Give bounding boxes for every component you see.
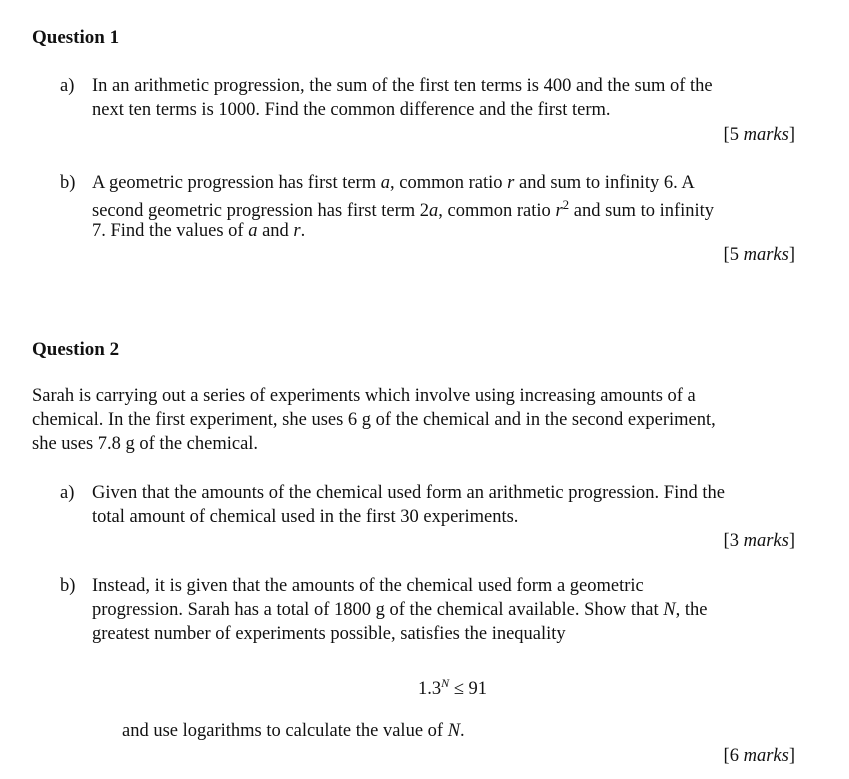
q2-intro-line-1: Sarah is carrying out a series of experiments which involve using increasing amounts of a (32, 386, 696, 406)
q2b-line-2: progression. Sarah has a total of 1800 g of the chemical available. Show that N, the (92, 600, 708, 620)
question-1-title: Question 1 (32, 27, 120, 48)
q2a-marks (724, 531, 795, 552)
q1a-label: a) (60, 76, 75, 96)
q1b-label: b) (60, 173, 76, 193)
variable-a: a (380, 173, 390, 193)
q1a-line-2: next ten terms is 1000. Find the common difference and the first term. (92, 100, 611, 120)
q2b-label: b) (60, 576, 76, 596)
q1b-marks (724, 245, 795, 266)
q1a-marks-text: [5 marks] (723, 125, 795, 145)
q1a-marks (724, 125, 795, 146)
q1b-line-3: 7. Find the values of a and r. (92, 221, 306, 241)
variable-n: N (663, 600, 676, 620)
q2a-marks-text: [3 marks] (723, 531, 795, 551)
q2a-label: a) (60, 483, 75, 503)
q2b-marks (724, 746, 795, 767)
q2-intro-line-3: she uses 7.8 g of the chemical. (32, 434, 259, 454)
q2a-line-2: total amount of chemical used in the first 30 experiments. (92, 507, 519, 527)
q2b-marks-text: [6 marks] (723, 746, 795, 766)
q1b-line-2: second geometric progression has first term 2a, common ratio $r^2$ and sum to infinity (92, 197, 715, 222)
q1b-line-1: A geometric progression has first term a, common ratio r and sum to infinity 6. A (92, 173, 695, 193)
question-2-title: Question 2 (32, 339, 120, 360)
q1b-marks-text: [5 marks] (723, 245, 795, 265)
q2b-line-4: and use logarithms to calculate the value of N. (122, 721, 465, 741)
inequality: $1.3^N \le 91$ (418, 676, 488, 699)
q2a-line-1: Given that the amounts of the chemical used form an arithmetic progression. Find the (92, 483, 725, 503)
q2b-line-3: greatest number of experiments possible, satisfies the inequality (92, 624, 566, 644)
q2b-line-1: Instead, it is given that the amounts of the chemical used form a geometric (92, 576, 644, 596)
variable-r: r (507, 173, 515, 193)
q1a-line-1: In an arithmetic progression, the sum of the first ten terms is 400 and the sum of the (92, 76, 713, 96)
q2-intro-line-2: chemical. In the first experiment, she uses 6 g of the chemical and in the second experiment, (32, 410, 716, 430)
